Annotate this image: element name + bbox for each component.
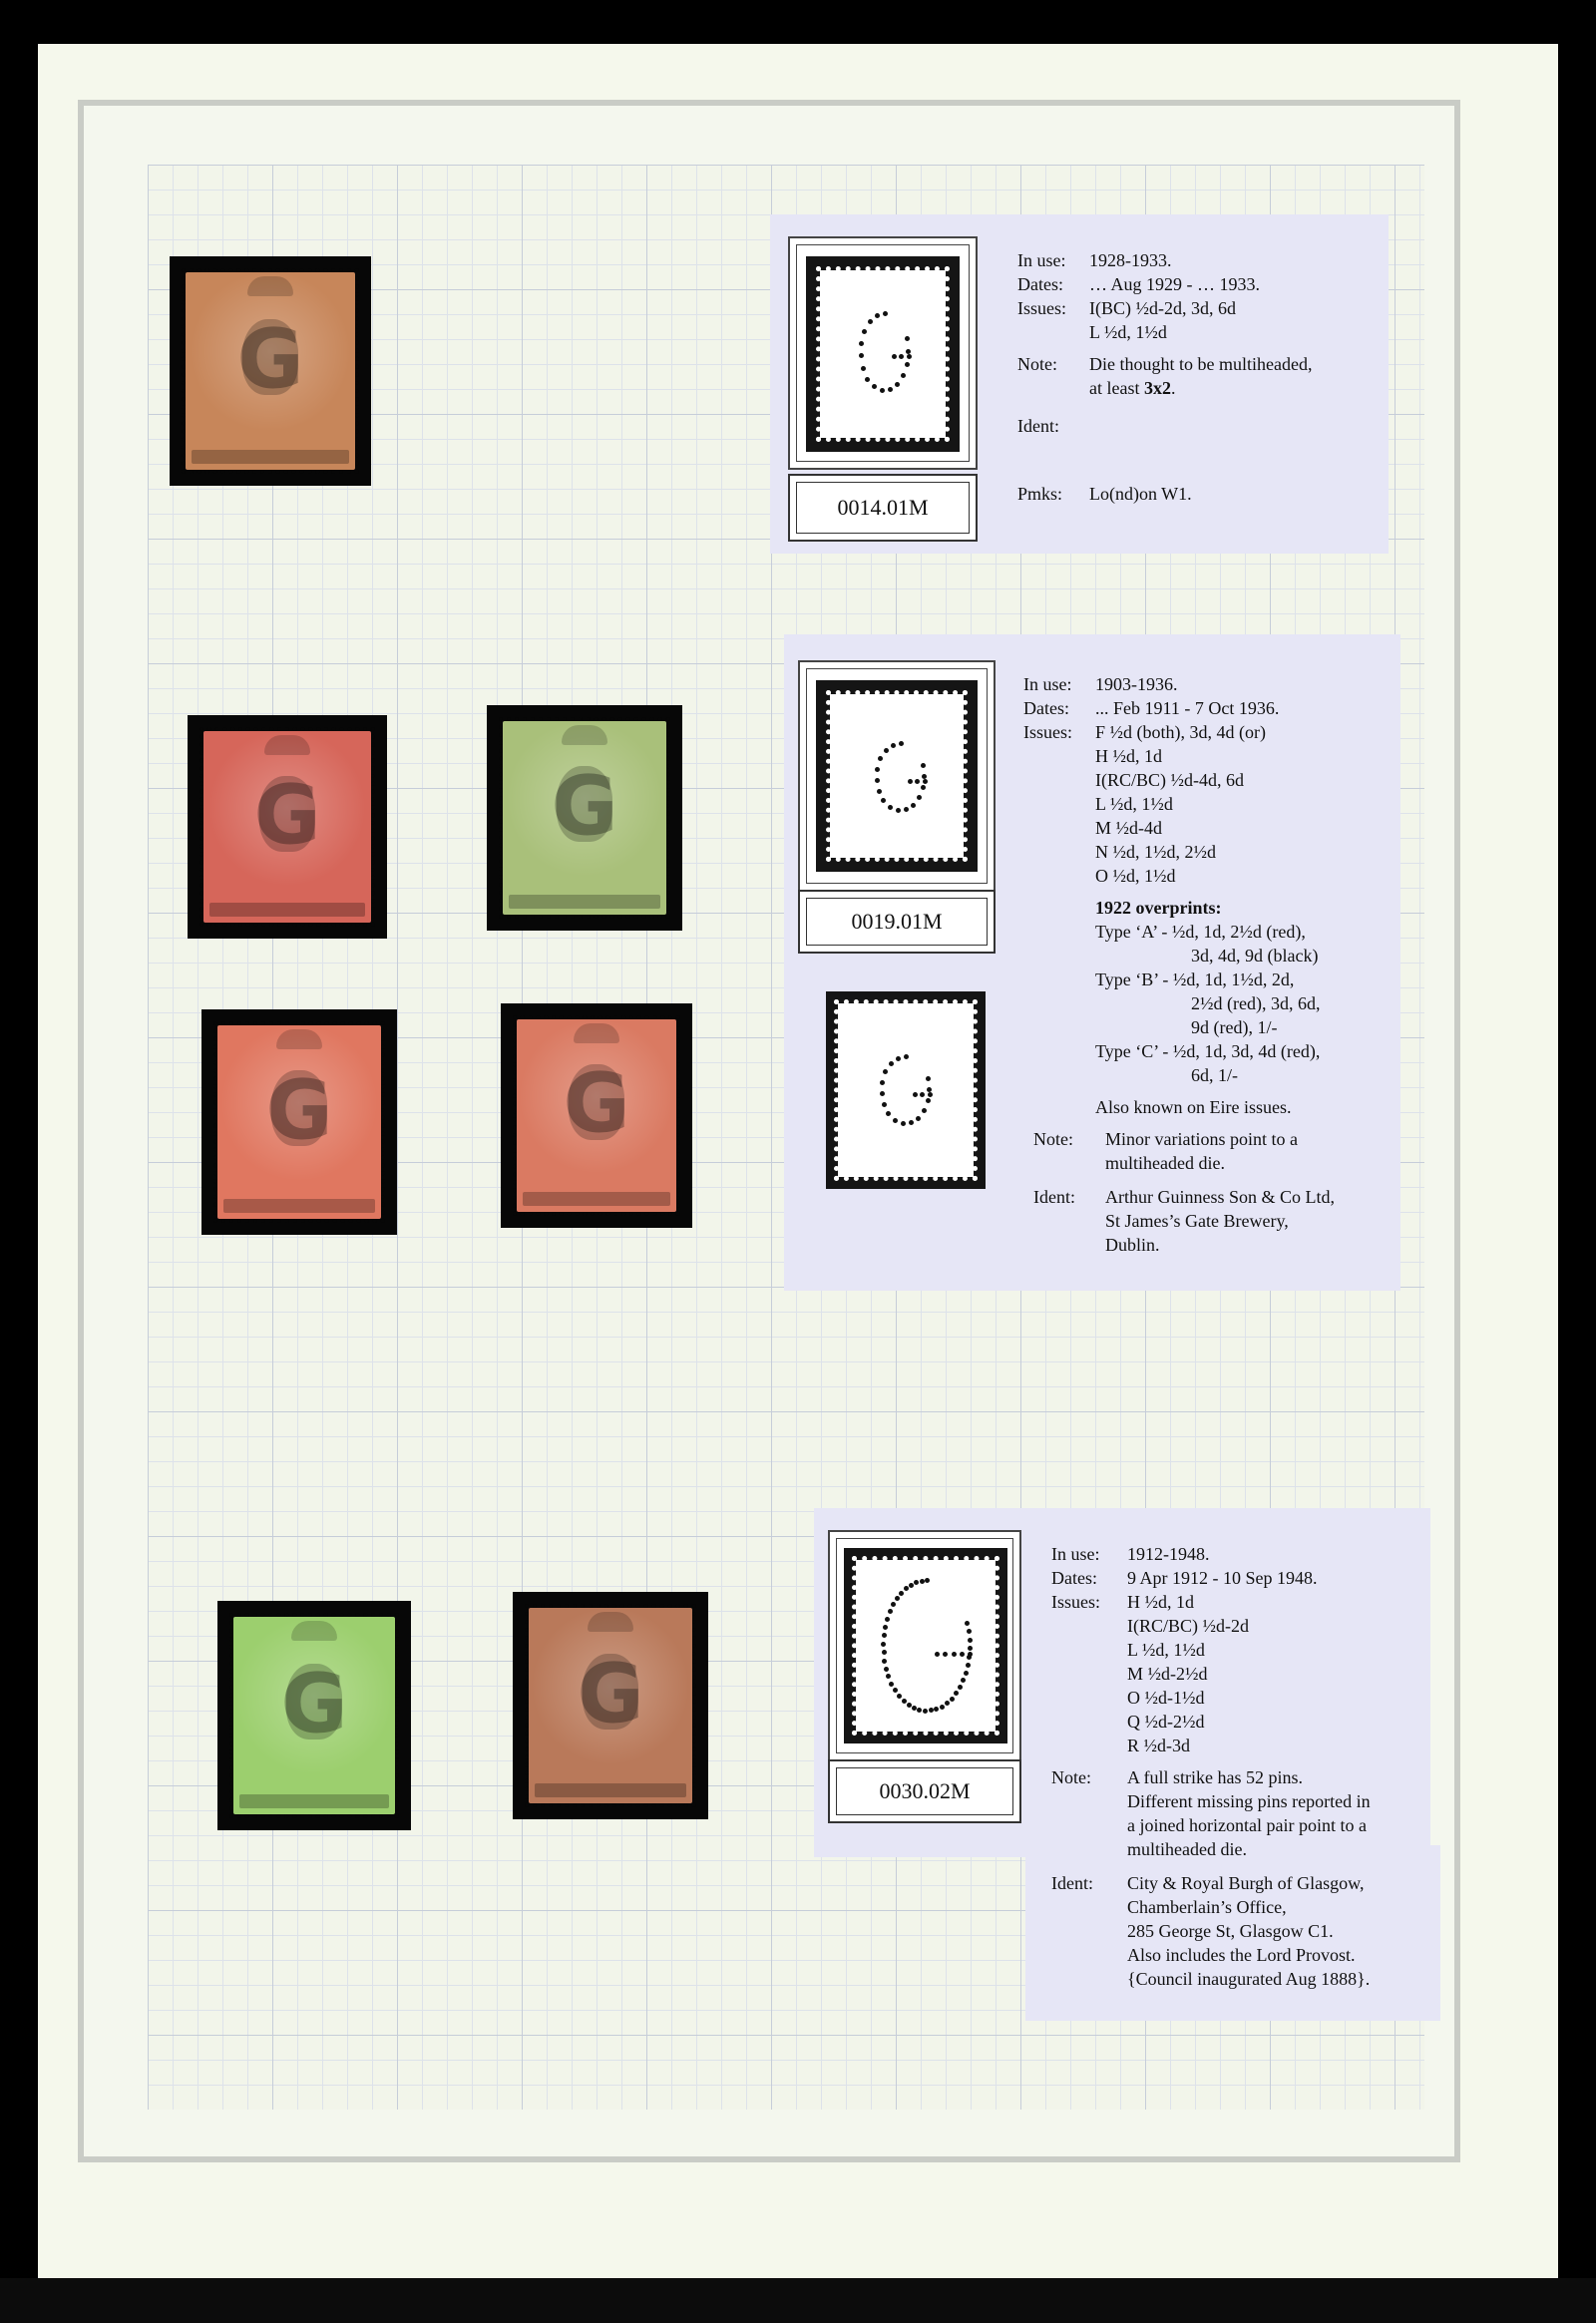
note-line: a joined horizontal pair point to a [1127,1815,1367,1835]
perfin-card-0019-01m [784,634,1400,1291]
perfin-letter-g-dots [882,1578,972,1714]
dates-label: Dates: [1023,698,1069,718]
perfin-letter-g-dots [876,742,926,812]
stamp-three-halfpence-brown-2 [513,1592,708,1819]
issues-line: H ½d, 1d [1127,1592,1194,1612]
issues-line: O ½d-1½d [1127,1688,1205,1708]
issues-line: I(RC/BC) ½d-4d, 6d [1095,770,1245,790]
overprints-title: 1922 overprints: [1095,898,1222,918]
dates-label: Dates: [1051,1568,1097,1588]
ident-label: Ident: [1017,416,1059,436]
note-label: Note: [1017,354,1057,374]
issues-line: M ½d-2½d [1127,1664,1208,1684]
die-code-box [798,890,996,954]
issues-line: H ½d, 1d [1095,746,1162,766]
perfin-g: G [577,1647,644,1742]
perfin-g: G [253,768,321,864]
perfin-g: G [551,759,618,855]
overprint-b: Type ‘B’ - ½d, 1d, 1½d, 2d, 2½d (red), 3d, 6d, 9d (red), 1/- [1095,969,1321,1037]
pmks-label: Pmks: [1017,484,1063,504]
issues-line: Q ½d-2½d [1127,1712,1205,1732]
issues-line: R ½d-3d [1127,1736,1190,1755]
perfin-diagram [788,236,978,470]
ident-label: Ident: [1051,1873,1093,1893]
in-use-label: In use: [1023,674,1072,694]
note-line: A full strike has 52 pins. [1127,1767,1303,1787]
issues-line: L ½d, 1½d [1095,794,1173,814]
ident-line: Also includes the Lord Provost. [1127,1945,1356,1965]
perfin-diagram [798,660,996,892]
ident-line: Dublin. [1105,1235,1160,1255]
issues-label: Issues: [1023,722,1072,742]
overprint-c: Type ‘C’ - ½d, 1d, 3d, 4d (red), 6d, 1/- [1095,1041,1321,1085]
perfin-g: G [280,1657,348,1751]
overprint-a: Type ‘A’ - ½d, 1d, 2½d (red), 3d, 4d, 9d (black) [1095,922,1319,966]
note-label: Note: [1033,1129,1073,1149]
issues-line: I(RC/BC) ½d-2d [1127,1616,1250,1636]
perfin-letter-g-dots [881,1055,931,1125]
perfin-g: G [236,312,304,407]
note-line: Minor variations point to a [1105,1129,1298,1149]
issues-line: L ½d, 1½d [1089,322,1167,342]
issues-line: M ½d-4d [1095,818,1162,838]
issues-line: O ½d, 1½d [1095,866,1176,886]
ident-line: Arthur Guinness Son & Co Ltd, [1105,1187,1336,1207]
issues-line: I(BC) ½d-2d, 3d, 6d [1089,298,1236,318]
dates-value: ... Feb 1911 - 7 Oct 1936. [1095,698,1280,718]
dates-label: Dates: [1017,274,1063,294]
stamp-one-penny-red-1 [188,715,387,939]
ident-line: St James’s Gate Brewery, [1105,1211,1289,1231]
also-known: Also known on Eire issues. [1095,1097,1292,1117]
stamp-three-halfpence-brown-1 [170,256,371,486]
in-use-label: In use: [1051,1544,1100,1564]
note-line: Different missing pins reported in [1127,1791,1371,1811]
note-label: Note: [1051,1767,1091,1787]
perfin-diagram [828,1530,1021,1761]
dates-value: … Aug 1929 - … 1933. [1089,274,1260,294]
perfin-g: G [563,1056,630,1152]
die-code-box [828,1759,1021,1823]
note-line: at least 3x2. [1089,378,1176,398]
stamp-one-penny-red-3 [501,1003,692,1228]
issues-line: N ½d, 1½d, 2½d [1095,842,1216,862]
note-line: multiheaded die. [1127,1839,1247,1859]
die-code: 0014.01M [796,482,970,534]
issues-label: Issues: [1017,298,1066,318]
in-use-value: 1928-1933. [1089,250,1172,270]
stamp-halfpenny-green-1 [487,705,682,931]
ident-line: {Council inaugurated Aug 1888}. [1127,1969,1371,1989]
ident-line: Chamberlain’s Office, [1127,1897,1287,1917]
stamp-halfpenny-green-2 [217,1601,411,1830]
in-use-label: In use: [1017,250,1066,270]
issues-line: F ½d (both), 3d, 4d (or) [1095,722,1266,742]
in-use-value: 1903-1936. [1095,674,1178,694]
ident-line: 285 George St, Glasgow C1. [1127,1921,1334,1941]
dates-value: 9 Apr 1912 - 10 Sep 1948. [1127,1568,1318,1588]
die-code: 0019.01M [806,898,988,946]
background-edge [0,2278,1596,2323]
ident-label: Ident: [1033,1187,1075,1207]
die-code-box [788,474,978,542]
ident-line: City & Royal Burgh of Glasgow, [1127,1873,1365,1893]
perfin-diagram-alt [826,991,986,1189]
in-use-value: 1912-1948. [1127,1544,1210,1564]
perfin-g: G [265,1063,333,1159]
issues-line: L ½d, 1½d [1127,1640,1205,1660]
perfin-card-0014-01m [770,214,1389,554]
pmks-value: Lo(nd)on W1. [1089,484,1192,504]
note-line: Die thought to be multiheaded, [1089,354,1313,374]
die-code: 0030.02M [836,1767,1013,1815]
perfin-letter-g-dots [860,312,910,392]
issues-label: Issues: [1051,1592,1100,1612]
stamp-one-penny-red-2 [201,1009,397,1235]
note-line: multiheaded die. [1105,1153,1225,1173]
